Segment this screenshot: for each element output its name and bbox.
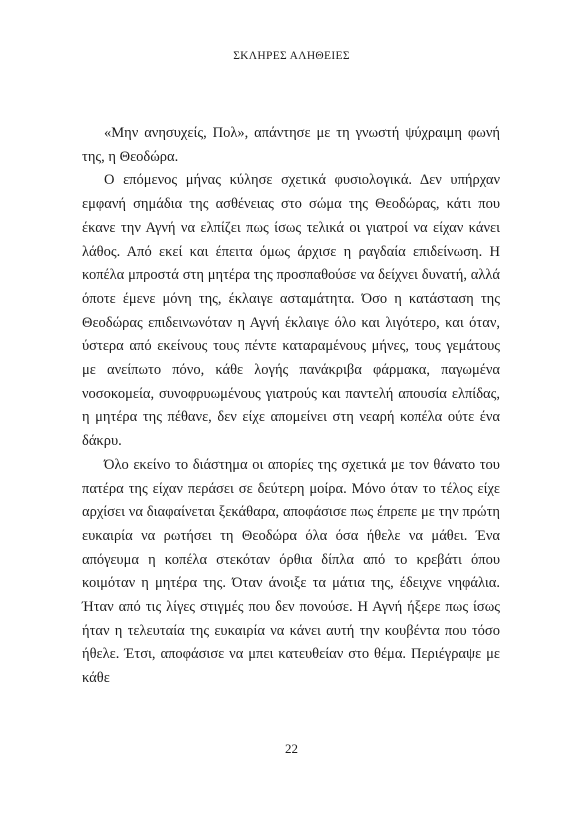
- paragraph: Ο επόμενος μήνας κύλησε σχετικά φυσιολογικά. Δεν υπήρχαν εμφανή σημάδια της ασθένειας στο σώμα της Θεοδώρας, κάτι που έκανε την Αγνή να ελπίζει πως ίσως τελικά οι γιατροί να είχαν κάνει λάθος. Από εκεί και έπειτα όμως άρχισε η ραγδαία επιδείνωση. Η κοπέλα μπροστά στη μητέρα της προσπαθούσε να δείχνει δυνατή, αλλά όποτε έμενε μόνη της, έκλαιγε ασταμάτητα. Όσο η κατάσταση της Θεοδώρας επιδεινωνόταν η Αγνή έκλαιγε όλο και λιγότερο, και όταν, ύστερα από εκείνους τους πέντε καταραμένους μήνες, τους γεμάτους με ανείπωτο πόνο, κάθε λογής πανάκριβα φάρμακα, παγωμένα νοσοκομεία, συνοφρυωμένους γιατρούς και παντελή απουσία ελπίδας, η μητέρα της πέθανε, δεν είχε απομείνει στη νεαρή κοπέλα ούτε ένα δάκρυ.: [82, 172, 500, 450]
- body-text: [82, 122, 500, 691]
- paragraph: «Μην ανησυχείς, Πολ», απάντησε με τη γνωστή ψύχραιμη φωνή της, η Θεοδώρα.: [82, 125, 500, 165]
- page-number: 22: [285, 741, 298, 756]
- running-header: ΣΚΛΗΡΕΣ ΑΛΗΘΕΙΕΣ: [233, 50, 350, 62]
- paragraph: Όλο εκείνο το διάστημα οι απορίες της σχετικά με τον θάνατο του πατέρα της είχαν περάσει σε δεύτερη μοίρα. Μόνο όταν το τέλος είχε αρχίσει να διαφαίνεται ξεκάθαρα, αποφάσισε πως έπρεπε με την πρώτη ευκαιρία να ρωτήσει τη Θεοδώρα όλα όσα ήθελε να μάθει. Ένα απόγευμα η κοπέλα στεκόταν όρθια δίπλα από το κρεβάτι όπου κοιμόταν η μητέρα της. Όταν άνοιξε τα μάτια της, έδειχνε νηφάλια. Ήταν από τις λίγες στιγμές που δεν πονούσε. Η Αγνή ήξερε πως ίσως ήταν η τελευταία της ευκαιρία να κάνει αυτή την κουβέντα που τόσο ήθελε. Έτσι, αποφάσισε να μπει κατευθείαν στο θέμα. Περιέγραψε με κάθε: [82, 456, 500, 687]
